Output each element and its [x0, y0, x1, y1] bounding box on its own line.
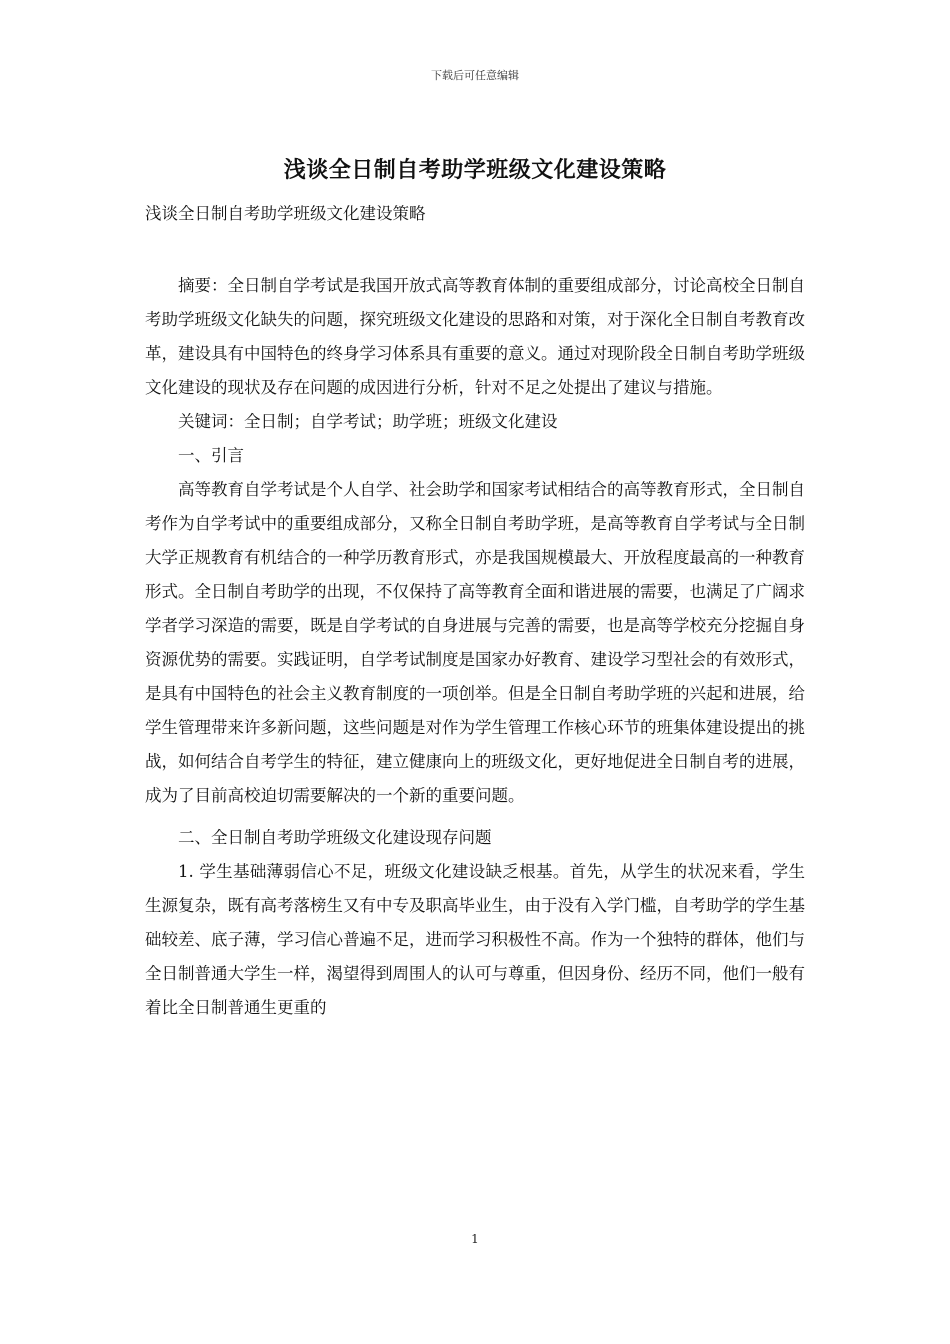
section-heading-introduction: 一、引言	[178, 446, 244, 465]
problems-paragraph: 1. 学生基础薄弱信心不足，班级文化建设缺乏根基。首先，从学生的状况来看，学生生源复杂，既有高考落榜生又有中专及职高毕业生，由于没有入学门槛，自考助学的学生基础较差、底子薄，学习信心普遍不足，进而学习积极性不高。作为一个独特的群体，他们与全日制普通大学生一样，渴望得到周围人的认可与尊重，但因身份、经历不同，他们一般有着比全日制普通生更重的	[145, 862, 805, 1017]
document-title: 浅谈全日制自考助学班级文化建设策略	[283, 157, 667, 183]
document-body	[145, 269, 805, 1025]
page-number: 1	[471, 1232, 479, 1246]
keywords-paragraph: 关键词：全日制；自学考试；助学班；班级文化建设	[178, 412, 558, 431]
abstract-paragraph: 摘要：全日制自学考试是我国开放式高等教育体制的重要组成部分，讨论高校全日制自考助学班级文化缺失的问题，探究班级文化建设的思路和对策，对于深化全日制自考教育改革，建设具有中国特色的终身学习体系具有重要的意义。通过对现阶段全日制自考助学班级文化建设的现状及存在问题的成因进行分析，针对不足之处提出了建议与措施。	[145, 276, 805, 397]
section-heading-problems: 二、全日制自考助学班级文化建设现存问题	[178, 828, 492, 847]
document-subtitle: 浅谈全日制自考助学班级文化建设策略	[145, 204, 426, 223]
header-note: 下载后可任意编辑	[431, 69, 519, 82]
introduction-paragraph: 高等教育自学考试是个人自学、社会助学和国家考试相结合的高等教育形式，全日制自考作为自学考试中的重要组成部分，又称全日制自考助学班，是高等教育自学考试与全日制大学正规教育有机结合的一种学历教育形式，亦是我国规模最大、开放程度最高的一种教育形式。全日制自考助学的出现，不仅保持了高等教育全面和谐进展的需要，也满足了广阔求学者学习深造的需要，既是自学考试的自身进展与完善的需要，也是高等学校充分挖掘自身资源优势的需要。实践证明，自学考试制度是国家办好教育、建设学习型社会的有效形式，是具有中国特色的社会主义教育制度的一项创举。但是全日制自考助学班的兴起和进展，给学生管理带来许多新问题，这些问题是对作为学生管理工作核心环节的班集体建设提出的挑战，如何结合自考学生的特征，建立健康向上的班级文化，更好地促进全日制自考的进展，成为了目前高校迫切需要解决的一个新的重要问题。	[145, 480, 805, 805]
